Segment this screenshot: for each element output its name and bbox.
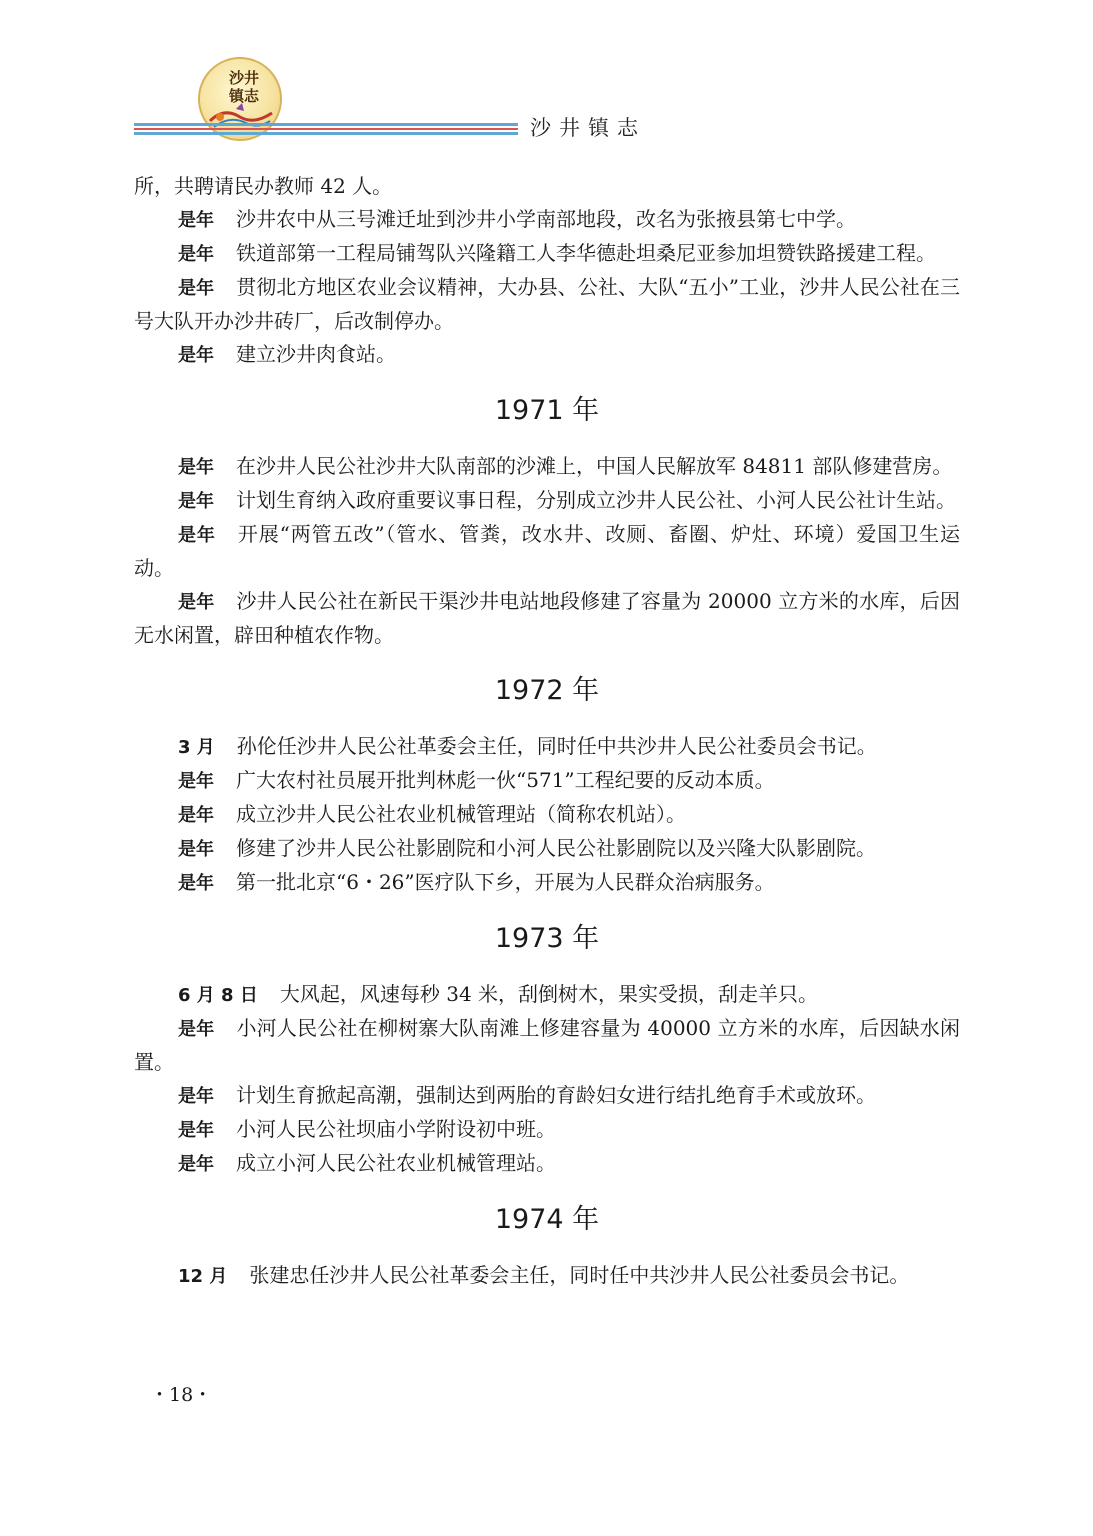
entry-date-label: 是年 <box>178 873 214 894</box>
entry-text: 广大农村社员展开批判林彪一伙“571”工程纪要的反动本质。 <box>236 768 775 792</box>
header-rule-red <box>134 128 518 130</box>
chronicle-entry <box>134 1113 960 1147</box>
chronicle-entry <box>134 450 960 484</box>
entry-date-label: 是年 <box>178 592 215 613</box>
entry-text: 建立沙井肉食站。 <box>236 342 396 366</box>
entry-date-label: 是年 <box>178 525 216 546</box>
chronicle-entry <box>134 1012 960 1079</box>
entry-date-label: 是年 <box>178 210 214 231</box>
page-content <box>134 170 960 1293</box>
entry-text: 贯彻北方地区农业会议精神，大办县、公社、大队“五小”工业，沙井人民公社在三号大队开办沙井砖厂，后改制停办。 <box>134 275 960 333</box>
page-number: ・18・ <box>150 1384 213 1406</box>
entry-date-label: 12 月 <box>178 1266 228 1287</box>
chronicle-entry <box>134 798 960 832</box>
chronicle-entry <box>134 484 960 518</box>
entry-date-label: 6 月 8 日 <box>178 985 258 1006</box>
entry-date-label: 是年 <box>178 1019 215 1040</box>
year-heading: 1972 年 <box>494 675 600 706</box>
chronicle-entry <box>134 338 960 372</box>
chronicle-entry <box>134 730 960 764</box>
chronicle-entry <box>134 203 960 237</box>
entry-date-label: 是年 <box>178 1154 214 1175</box>
entry-date-label: 是年 <box>178 244 214 265</box>
entry-date-label: 是年 <box>178 491 214 512</box>
entry-text: 计划生育掀起高潮，强制达到两胎的育龄妇女进行结扎绝育手术或放环。 <box>236 1083 876 1107</box>
entry-text: 孙伦任沙井人民公社革委会主任，同时任中共沙井人民公社委员会书记。 <box>236 734 877 758</box>
entry-date-label: 是年 <box>178 805 214 826</box>
chronicle-entry <box>134 1259 960 1293</box>
chronicle-entry <box>134 585 960 652</box>
entry-text: 沙井农中从三号滩迁址到沙井小学南部地段，改名为张掖县第七中学。 <box>236 207 856 231</box>
chronicle-entry <box>134 764 960 798</box>
entry-text: 沙井人民公社在新民干渠沙井电站地段修建了容量为 20000 立方米的水库，后因无水闲置，辟田种植农作物。 <box>134 589 960 647</box>
entry-text: 张建忠任沙井人民公社革委会主任，同时任中共沙井人民公社委员会书记。 <box>249 1263 910 1287</box>
intro-text: 所，共聘请民办教师 42 人。 <box>134 174 393 198</box>
chronicle-entry <box>134 237 960 271</box>
chronicle-entry <box>134 1079 960 1113</box>
header-rule-blue-bottom <box>134 132 518 135</box>
chronicle-entry <box>134 832 960 866</box>
entry-text: 修建了沙井人民公社影剧院和小河人民公社影剧院以及兴隆大队影剧院。 <box>236 836 876 860</box>
running-title: 沙井镇志 <box>530 116 646 140</box>
year-heading: 1973 年 <box>494 923 600 954</box>
chronicle-entry <box>134 518 960 585</box>
entry-text: 开展“两管五改”（管水、管粪，改水井、改厕、畜圈、炉灶、环境）爱国卫生运动。 <box>134 522 961 580</box>
logo-text: 沙井镇志 <box>228 69 259 105</box>
chronicle-entry <box>134 1147 960 1181</box>
entry-text: 计划生育纳入政府重要议事日程，分别成立沙井人民公社、小河人民公社计生站。 <box>236 488 956 512</box>
entry-text: 小河人民公社在柳树寨大队南滩上修建容量为 40000 立方米的水库，后因缺水闲置。 <box>134 1016 960 1074</box>
entry-text: 铁道部第一工程局铺驾队兴隆籍工人李华德赴坦桑尼亚参加坦赞铁路援建工程。 <box>236 241 936 265</box>
year-heading: 1971 年 <box>494 395 600 426</box>
entry-text: 大风起，风速每秒 34 米，刮倒树木，果实受损，刮走羊只。 <box>279 982 819 1006</box>
entry-date-label: 是年 <box>178 1120 214 1141</box>
entry-text: 在沙井人民公社沙井大队南部的沙滩上，中国人民解放军 84811 部队修建营房。 <box>236 454 953 478</box>
entry-text: 第一批北京“6・26”医疗队下乡，开展为人民群众治病服务。 <box>236 870 775 894</box>
chronicle-entry <box>134 866 960 900</box>
entry-date-label: 是年 <box>178 771 214 792</box>
entry-date-label: 是年 <box>178 457 214 478</box>
entry-text: 小河人民公社坝庙小学附设初中班。 <box>236 1117 556 1141</box>
chronicle-entry <box>134 271 960 338</box>
chronicle-entry <box>134 978 960 1012</box>
page-header <box>0 0 1093 150</box>
entry-date-label: 是年 <box>178 345 214 366</box>
year-heading: 1974 年 <box>494 1204 600 1235</box>
entry-date-label: 是年 <box>178 839 214 860</box>
entry-date-label: 是年 <box>178 1086 214 1107</box>
entry-date-label: 3 月 <box>178 737 215 758</box>
entry-text: 成立沙井人民公社农业机械管理站（简称农机站）。 <box>236 802 686 826</box>
header-rule-blue-top <box>134 123 518 126</box>
year-sections <box>134 393 960 1293</box>
entry-text: 成立小河人民公社农业机械管理站。 <box>236 1151 556 1175</box>
entry-date-label: 是年 <box>178 278 215 299</box>
pre-entries <box>134 203 960 372</box>
